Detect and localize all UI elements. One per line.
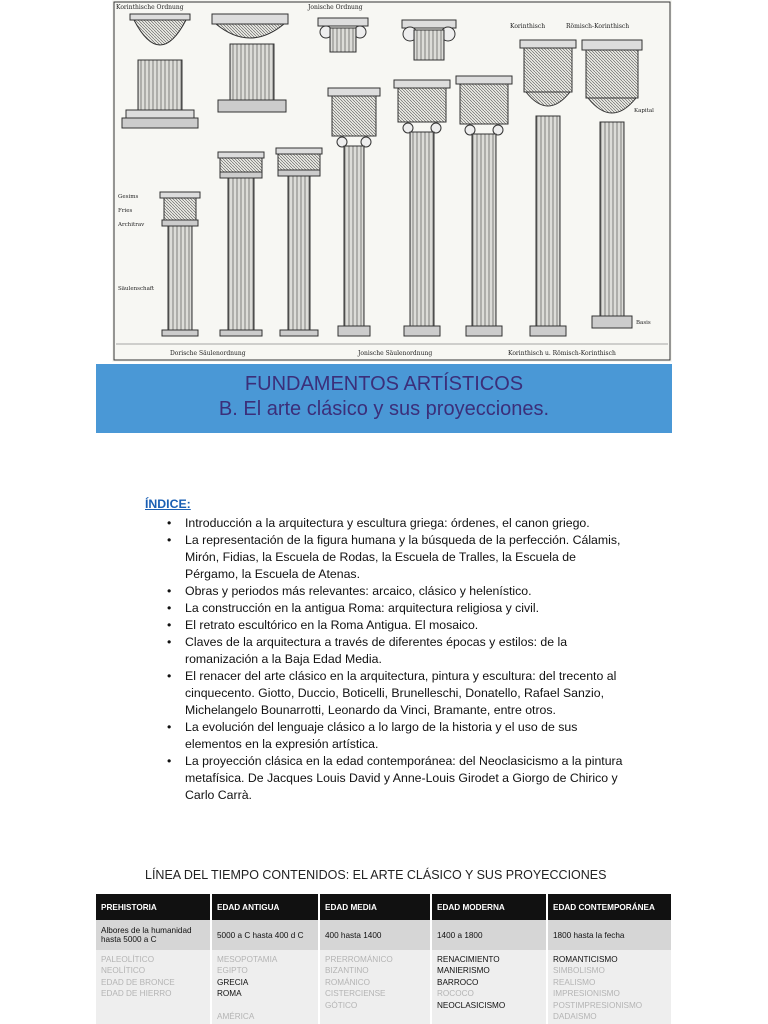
timeline-date: 1800 hasta la fecha <box>547 920 672 950</box>
classical-orders-engraving <box>112 0 672 362</box>
timeline-period-item: PRERROMÁNICO <box>325 955 393 964</box>
orders-illustration <box>112 0 672 362</box>
index-item: • Introducción a la arquitectura y escultura griega: órdenes, el canon griego. <box>145 515 625 532</box>
timeline-period-item: ROMA <box>217 989 242 999</box>
plate-footer-ionic: Jonische Säulenordnung <box>358 350 433 357</box>
timeline-period-item: EDAD DE HIERRO <box>101 989 172 999</box>
label-fries: Fries <box>118 208 133 214</box>
timeline-period-item: IMPRESIONISMO <box>553 989 620 999</box>
timeline-period-item: PALEOLÍTICO <box>101 955 155 964</box>
timeline-period-item: BIZANTINO <box>325 966 369 976</box>
label-kapital: Kapital <box>634 108 654 114</box>
timeline-period-item: DADAISMO <box>553 1012 597 1022</box>
timeline-period-item: EGIPTO <box>217 966 248 976</box>
index-list <box>145 515 625 804</box>
timeline-periods <box>319 950 431 1024</box>
page-title: FUNDAMENTOS ARTÍSTICOS <box>244 373 524 395</box>
index-item: • Obras y periodos más relevantes: arcaico, clásico y helenístico. <box>145 583 625 600</box>
timeline-period-item: NEOLÍTICO <box>101 966 146 976</box>
index-item: • El renacer del arte clásico en la arquitectura, pintura y escultura: del trecento al cinquecento. Giotto, Duccio, Boticelli, Brunelleschi, Donatello, Rafael Sanzio, Michelangelo Bounarrotti, Leonardo da Vinci, Bramante, entre otros. <box>145 668 625 719</box>
timeline-period-item: EDAD DE BRONCE <box>101 977 175 987</box>
timeline-period-item: ROMANTICISMO <box>553 955 618 964</box>
timeline-table <box>96 894 673 1024</box>
timeline-period-item: ROMÁNICO <box>325 977 371 987</box>
index-item: • Claves de la arquitectura a través de diferentes épocas y estilos: de la romanización a la Baja Edad Media. <box>145 634 625 668</box>
timeline-periods <box>96 950 211 1024</box>
index-item: • La proyección clásica en la edad contemporánea: del Neoclasicismo a la pintura metafísica. De Jacques Louis David y Anne-Louis Girodet a Giorgo de Chirico y Carlo Carrà. <box>145 753 625 804</box>
timeline-period-item: RENACIMIENTO <box>437 955 500 964</box>
plate-header-right-a: Korinthisch <box>510 23 546 30</box>
index-item: • La evolución del lenguaje clásico a lo largo de la historia y el uso de sus elementos en la expresión artística. <box>145 719 625 753</box>
plate-header-center: Jonische Ordnung <box>308 4 363 11</box>
page-subtitle: B. El arte clásico y sus proyecciones. <box>218 398 550 420</box>
timeline-period-item: POSTIMPRESIONISMO <box>553 1000 643 1010</box>
timeline-period-item: CISTERCIENSE <box>325 989 386 999</box>
timeline-period-item: GÓTICO <box>325 1000 358 1010</box>
timeline-periods <box>431 950 547 1024</box>
timeline-period-item: MESOPOTAMIA <box>217 955 278 964</box>
timeline-header: EDAD CONTEMPORÁNEA <box>547 894 672 920</box>
timeline-period-item: NEOCLASICISMO <box>437 1000 506 1010</box>
plate-footer-corinthian: Korinthisch u. Römisch-Korinthisch <box>508 350 616 357</box>
timeline-title: LÍNEA DEL TIEMPO CONTENIDOS: EL ARTE CLÁSICO Y SUS PROYECCIONES <box>145 868 607 882</box>
label-gesims: Gesims <box>118 194 139 200</box>
timeline-period-item: REALISMO <box>553 977 596 987</box>
label-saulenschaft: Säulenschaft <box>118 286 155 292</box>
timeline-period-item: AMÉRICA <box>217 1012 255 1022</box>
index-section <box>145 496 625 804</box>
plate-header-left: Korinthische Ordnung <box>116 4 184 11</box>
timeline-period-item <box>217 1000 313 1011</box>
index-heading: ÍNDICE: <box>145 497 191 511</box>
label-architrav: Architrav <box>118 222 145 228</box>
timeline-header: PREHISTORIA <box>96 894 211 920</box>
timeline-date: 400 hasta 1400 <box>319 920 431 950</box>
timeline-header: EDAD MEDIA <box>319 894 431 920</box>
timeline-period-item: ROCOCO <box>437 989 474 999</box>
timeline-header: EDAD MODERNA <box>431 894 547 920</box>
timeline-date: 1400 a 1800 <box>431 920 547 950</box>
timeline-period-item: BARROCO <box>437 977 479 987</box>
index-item: • La construcción en la antigua Roma: arquitectura religiosa y civil. <box>145 600 625 617</box>
timeline-header: EDAD ANTIGUA <box>211 894 319 920</box>
timeline-periods <box>547 950 672 1024</box>
plate-header-right-b: Römisch-Korinthisch <box>566 23 630 30</box>
label-basis: Basis <box>636 320 651 326</box>
index-item: • La representación de la figura humana y la búsqueda de la perfección. Cálamis, Mirón, Fidias, la Escuela de Rodas, la Escuela de Tralles, la Escuela de Pérgamo, la Escuela de Atenas. <box>145 532 625 583</box>
timeline-period-item: GRECIA <box>217 977 249 987</box>
timeline-date: Albores de la humanidad hasta 5000 a C <box>96 920 211 950</box>
timeline-period-item: MANIERISMO <box>437 966 490 976</box>
title-banner <box>96 364 672 433</box>
timeline-date: 5000 a C hasta 400 d C <box>211 920 319 950</box>
plate-footer-doric: Dorische Säulenordnung <box>170 350 246 357</box>
timeline-period-item: SIMBOLISMO <box>553 966 605 976</box>
index-item: • El retrato escultórico en la Roma Antigua. El mosaico. <box>145 617 625 634</box>
timeline-periods <box>211 950 319 1024</box>
